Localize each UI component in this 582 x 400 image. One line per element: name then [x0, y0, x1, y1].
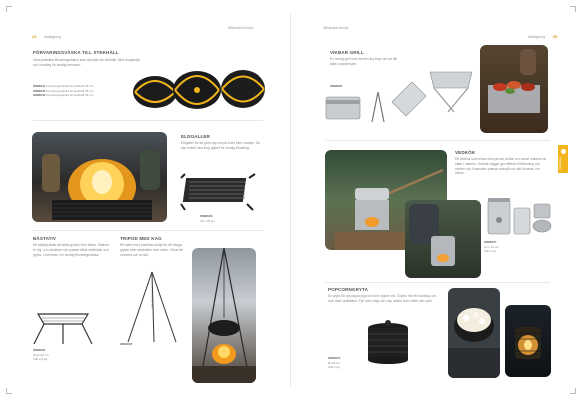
divider — [33, 230, 263, 231]
article-body-vedkok: Ett vedkök som eldas med pinnar, kottar och annat material du hittar i naturen. Dubbla väggar ger effektiv förbränning och mindre rök. Kastrullen passar ovanpå och allt förvaras i en väska. — [455, 157, 547, 176]
crop-mark — [6, 388, 12, 394]
campfire-photo — [32, 132, 167, 222]
article-body-vikbar-grill: En smidig grill som enkelt viks ihop och tar lite plats i packningen. — [330, 57, 398, 66]
article-specs-bastativ: WM8860 Höjd 62 cm Vikt 2,2 kg — [33, 348, 49, 362]
divider — [325, 282, 550, 283]
article-body-popcorngryta: En gryta för att poppa popcorn över öppen eld. Grytan har ett handtag och lock med ventilation. Fyll med majs och olja, skaka över elden och njut! — [328, 294, 437, 303]
variant-row: WM8842 Förvaringsväska till stekhäll 48 cm — [33, 88, 94, 93]
article-specs-popcorngryta: WM8875 Ø 18 cm Vikt 1 kg — [328, 356, 341, 370]
page-spine — [290, 14, 291, 386]
article-specs-tripod: WM8835 — [120, 342, 133, 346]
folding-grill-image — [322, 52, 480, 132]
article-title-bastativ: BÅSTATIV — [33, 236, 57, 241]
wood-stove-product-image — [484, 190, 554, 242]
crop-mark — [6, 6, 12, 12]
fire-grate-image — [175, 172, 265, 214]
article-body-forvaringsvaska: Vara praktiska förvaringsväskor som skyddar din stekhäll. Med dragkedja och handtag för smidig transport. — [33, 58, 140, 67]
header-brand: Wildmark Nordic — [323, 26, 349, 30]
popcorn-pot-image — [360, 318, 416, 368]
article-title-vedkok: VEDKÖK — [455, 150, 476, 155]
bbq-photo — [480, 45, 548, 133]
crop-mark — [570, 6, 576, 12]
variant-row: WM8843 Förvaringsväska till stekhäll 58 cm — [33, 93, 94, 98]
section-tab-label: Matlagning — [559, 157, 562, 170]
article-specs-vedkok: WM8870 14 x 14 cm Vikt 1 kg — [484, 240, 500, 254]
section-tab[interactable] — [558, 145, 568, 173]
header-brand: Wildmark Nordic — [228, 26, 254, 30]
page-number: 25 — [552, 34, 558, 39]
article-title-forvaringsvaska: FÖRVARINGSVÄSKA TILL STEKHÄLL — [33, 50, 119, 55]
article-title-tripod: TRIPOD MED KAG — [120, 236, 162, 241]
header-section: Matlagning — [43, 35, 62, 39]
lantern-photo — [505, 305, 551, 377]
header-section: Matlagning — [528, 35, 546, 39]
pot-icon — [561, 149, 566, 154]
right-page-header — [528, 25, 557, 43]
article-specs-eldgaller: WM8829 45 x 45 cm — [200, 214, 216, 223]
crop-mark — [570, 388, 576, 394]
article-body-tripod: Ett stativ med justerbar kedja för att hänga grytan eller stekhällen över elden. Enkel att montera och ta isär. — [120, 243, 184, 257]
left-page-header — [32, 25, 61, 43]
storage-bags-image — [125, 62, 270, 112]
article-body-bastativ: Ett stadigt stativ att ställa grytan över elden. Stativet är höj- och sänkbart och passar både stekhällar och grytor. Levereras i en smidig förvaringsväska. — [33, 243, 109, 257]
article-title-vikbar-grill: VIKBAR GRILL — [330, 50, 364, 55]
pot-stand-image — [28, 310, 108, 346]
divider — [325, 140, 550, 141]
article-body-eldgaller: Eldgaller för att göra upp eld på snön eller marken. Du kan enkelt vika ihop gallret för smidig förvaring. — [181, 141, 261, 150]
variant-row: WM8841 Förvaringsväska till stekhäll 38 cm — [33, 84, 94, 88]
popcorn-photo — [448, 288, 500, 378]
article-title-eldgaller: ELDGALLER — [181, 134, 210, 139]
article-specs-vikbar-grill: WM8850 — [330, 84, 343, 88]
page-number: 24 — [32, 34, 37, 39]
tripod-image — [122, 268, 182, 346]
divider — [33, 120, 263, 121]
person-cooking-photo — [405, 200, 481, 278]
tripod-campfire-photo — [192, 248, 256, 383]
article-title-popcorngryta: POPCORNGRYTA — [328, 287, 368, 292]
